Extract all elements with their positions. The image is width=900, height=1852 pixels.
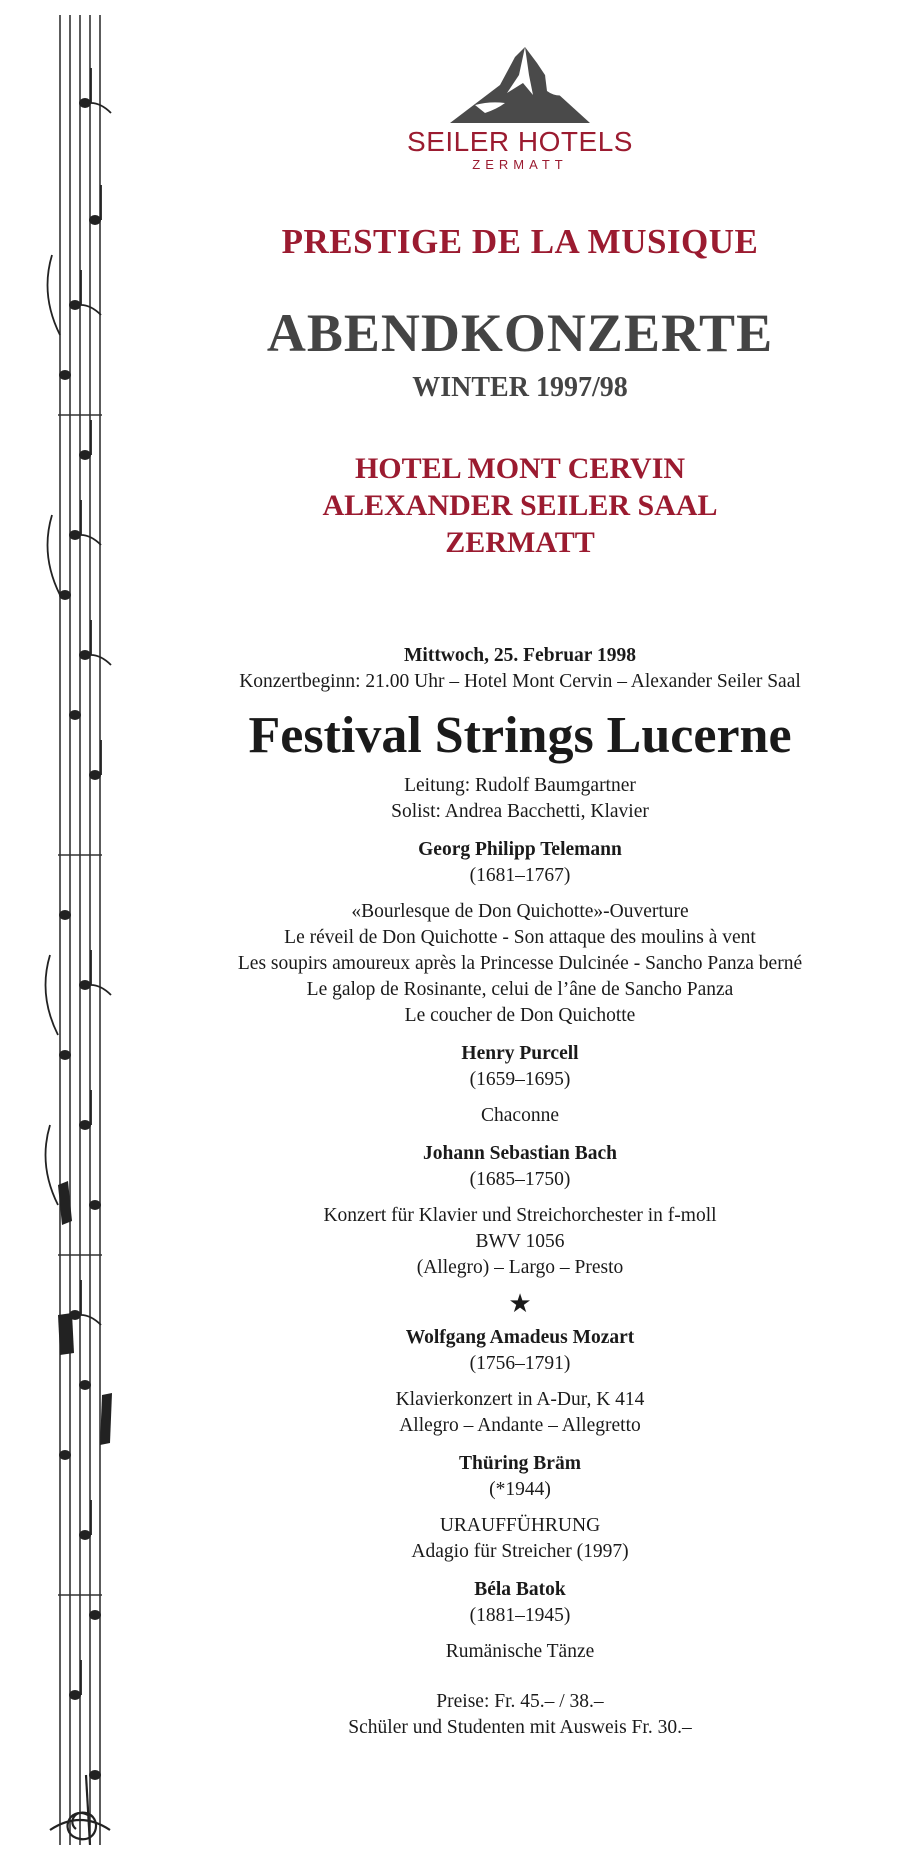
intermission-star: ★ xyxy=(508,1289,532,1318)
work-title: «Bourlesque de Don Quichotte»-Ouverture xyxy=(351,901,689,922)
work-title: Konzert für Klavier und Streichorchester in f-moll xyxy=(323,1205,717,1226)
work-title: Rumänische Tänze xyxy=(445,1641,595,1662)
price-students: Schüler und Studenten mit Ausweis Fr. 30.– xyxy=(348,1717,692,1738)
series-title: PRESTIGE DE LA MUSIQUE xyxy=(281,222,759,261)
venue-line: ZERMATT xyxy=(445,526,595,559)
work-title: Adagio für Streicher (1997) xyxy=(411,1541,629,1562)
venue-line: HOTEL MONT CERVIN xyxy=(354,452,686,485)
hotel-logo xyxy=(175,45,865,173)
matterhorn-mountain-icon xyxy=(445,45,595,125)
price-regular: Preise: Fr. 45.– / 38.– xyxy=(436,1691,604,1712)
work-movements: (Allegro) – Largo – Presto xyxy=(416,1257,624,1278)
ensemble-name: Festival Strings Lucerne xyxy=(248,707,792,764)
conductor: Leitung: Rudolf Baumgartner xyxy=(404,775,636,796)
composer-dates: (1756–1791) xyxy=(469,1353,571,1374)
venue-block xyxy=(175,450,865,561)
work-movement: Le réveil de Don Quichotte - Son attaque des moulins à vent xyxy=(284,927,756,948)
composer-name: Thüring Bräm xyxy=(459,1453,581,1474)
concert-start: Konzertbeginn: 21.00 Uhr – Hotel Mont Cervin – Alexander Seiler Saal xyxy=(239,671,801,692)
composer-dates: (1881–1945) xyxy=(469,1605,571,1626)
hotel-name: SEILER HOTELS xyxy=(407,126,633,157)
composer-dates: (1685–1750) xyxy=(469,1169,571,1190)
composer-name: Henry Purcell xyxy=(461,1043,579,1064)
composer-name: Georg Philipp Telemann xyxy=(418,839,622,860)
music-staff-decoration xyxy=(40,15,160,1845)
composer-name: Johann Sebastian Bach xyxy=(423,1143,617,1164)
work-title: Klavierkonzert in A-Dur, K 414 xyxy=(395,1389,645,1410)
soloist: Solist: Andrea Bacchetti, Klavier xyxy=(391,801,649,822)
venue-line: ALEXANDER SEILER SAAL xyxy=(322,489,718,522)
composer-name: Béla Batok xyxy=(474,1579,566,1600)
composer-name: Wolfgang Amadeus Mozart xyxy=(405,1327,635,1348)
work-title: Chaconne xyxy=(481,1105,559,1126)
composer-dates: (1659–1695) xyxy=(469,1069,571,1090)
concert-program xyxy=(175,643,865,1741)
season-label: WINTER 1997/98 xyxy=(412,372,628,403)
work-movements: Allegro – Andante – Allegretto xyxy=(399,1415,641,1436)
composer-dates: (1681–1767) xyxy=(469,865,571,886)
work-catalog: BWV 1056 xyxy=(475,1231,565,1252)
premiere-label: URAUFFÜHRUNG xyxy=(439,1515,601,1536)
composer-dates: (*1944) xyxy=(489,1479,551,1500)
work-movement: Les soupirs amoureux après la Princesse Dulcinée - Sancho Panza berné xyxy=(237,953,803,974)
hotel-location: ZERMATT xyxy=(472,157,568,172)
concert-date: Mittwoch, 25. Februar 1998 xyxy=(404,645,636,666)
work-movement: Le coucher de Don Quichotte xyxy=(404,1005,636,1026)
page-title: ABENDKONZERTE xyxy=(266,303,774,363)
work-movement: Le galop de Rosinante, celui de l’âne de Sancho Panza xyxy=(306,979,734,1000)
